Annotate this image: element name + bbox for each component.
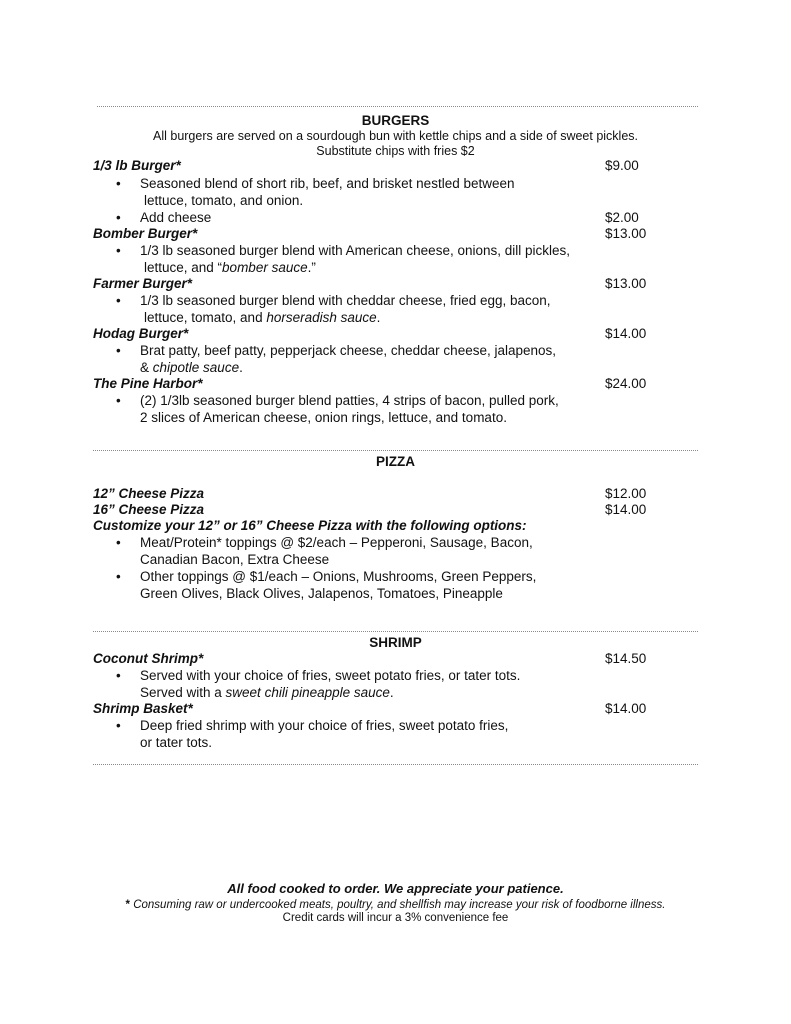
menu-item-description: 1/3 lb seasoned burger blend with cheddar cheese, fried egg, bacon, lettuce, tomato, and horseradish sauce. <box>140 293 551 325</box>
menu-item-description: Served with your choice of fries, sweet potato fries, or tater tots. Served with a sweet chili pineapple sauce. <box>140 668 521 700</box>
menu-item-price: $13.00 <box>605 276 647 291</box>
bullet-icon: • <box>116 569 121 584</box>
bullet-icon: • <box>116 668 121 683</box>
menu-item-description: Brat patty, beef patty, pepperjack cheese, cheddar cheese, jalapenos, & chipotle sauce. <box>140 343 557 375</box>
menu-item-name: Shrimp Basket* <box>93 701 193 716</box>
menu-item-name: Farmer Burger* <box>93 276 193 291</box>
menu-item-price: $9.00 <box>605 158 639 173</box>
menu-item-price: $24.00 <box>605 376 647 391</box>
section-divider <box>93 631 698 632</box>
bullet-icon: • <box>116 393 121 408</box>
menu-item-price: $13.00 <box>605 226 647 241</box>
pizza-option: Other toppings @ $1/each – Onions, Mushrooms, Green Peppers, Green Olives, Black Olives, Jalapenos, Tomatoes, Pineapple <box>140 569 537 601</box>
menu-item-description: Seasoned blend of short rib, beef, and brisket nestled between lettuce, tomato, and onion. <box>140 176 515 208</box>
bullet-icon: • <box>116 293 121 308</box>
section-title-shrimp: SHRIMP <box>369 635 422 650</box>
footer-credit-card-fee: Credit cards will incur a 3% convenience fee <box>282 912 509 924</box>
bullet-icon: • <box>116 210 121 225</box>
menu-item-price: $12.00 <box>605 486 647 501</box>
menu-item-price: $14.00 <box>605 502 647 517</box>
footer-consumption-warning: * Consuming raw or undercooked meats, poultry, and shellfish may increase your risk of foodborne illness. <box>125 899 666 911</box>
section-divider <box>97 106 698 107</box>
pizza-option: Meat/Protein* toppings @ $2/each – Pepperoni, Sausage, Bacon, Canadian Bacon, Extra Cheese <box>140 535 533 567</box>
menu-item-name: Coconut Shrimp* <box>93 651 204 666</box>
menu-item-price: $14.50 <box>605 651 647 666</box>
section-title-pizza: PIZZA <box>376 454 415 469</box>
burgers-intro: All burgers are served on a sourdough bun with kettle chips and a side of sweet pickles. <box>153 129 638 143</box>
menu-item-name: Bomber Burger* <box>93 226 198 241</box>
menu-item-name: Hodag Burger* <box>93 326 189 341</box>
menu-item-name: 1/3 lb Burger* <box>93 158 181 173</box>
menu-item-name: The Pine Harbor* <box>93 376 203 391</box>
section-divider <box>93 764 698 765</box>
section-divider <box>93 450 698 451</box>
bullet-icon: • <box>116 343 121 358</box>
bullet-icon: • <box>116 176 121 191</box>
menu-item-description: 1/3 lb seasoned burger blend with American cheese, onions, dill pickles, lettuce, and “bomber sauce.” <box>140 243 571 275</box>
burgers-substitute-note: Substitute chips with fries $2 <box>316 144 475 158</box>
section-title-burgers: BURGERS <box>361 113 430 128</box>
menu-item-description: (2) 1/3lb seasoned burger blend patties, 4 strips of bacon, pulled pork, 2 slices of American cheese, onion rings, lettuce, and tomato. <box>140 393 559 425</box>
pizza-customize-heading: Customize your 12” or 16” Cheese Pizza with the following options: <box>93 518 527 533</box>
bullet-icon: • <box>116 243 121 258</box>
menu-item-name: 12” Cheese Pizza <box>93 486 205 501</box>
menu-item-addon-price: $2.00 <box>605 210 639 225</box>
menu-item-addon: Add cheese <box>140 210 212 225</box>
bullet-icon: • <box>116 718 121 733</box>
bullet-icon: • <box>116 535 121 550</box>
menu-item-description: Deep fried shrimp with your choice of fries, sweet potato fries, or tater tots. <box>140 718 509 750</box>
footer-cooked-to-order: All food cooked to order. We appreciate your patience. <box>227 881 564 896</box>
menu-item-price: $14.00 <box>605 701 647 716</box>
menu-item-name: 16” Cheese Pizza <box>93 502 205 517</box>
menu-item-price: $14.00 <box>605 326 647 341</box>
